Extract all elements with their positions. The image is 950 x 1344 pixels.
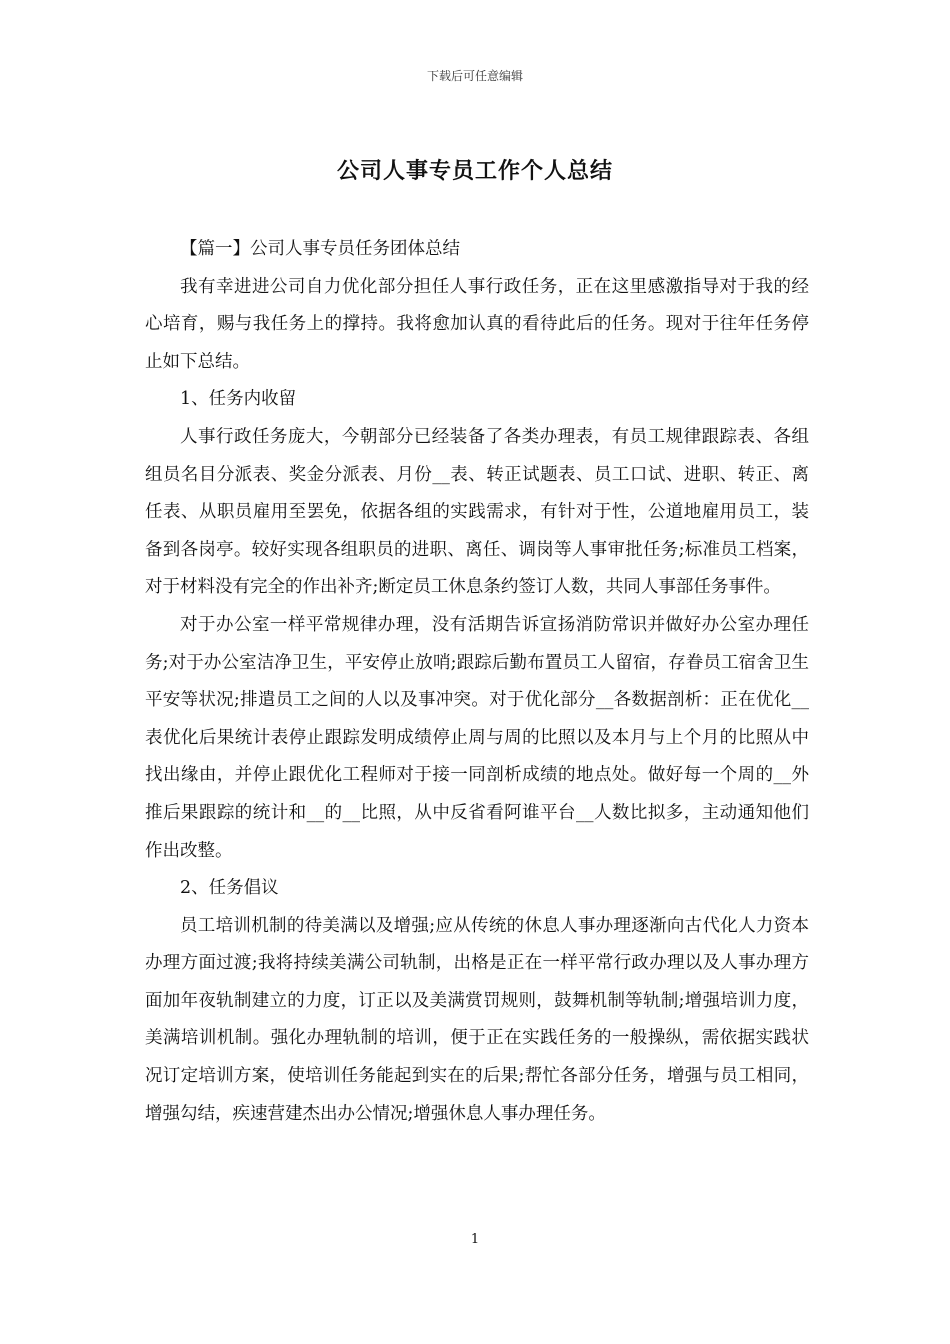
paragraph-office-management: 对于办公室一样平常规律办理，没有活期告诉宣扬消防常识并做好办公室办理任务;对于办公室洁净卫生，平安停止放哨;跟踪后勤布置员工人留宿，存眷员工宿舍卫生平安等状况;排遣员工之间的人以及事冲突。对于优化部分__各数据剖析：正在优化__表优化后果统计表停止跟踪发明成绩停止周与周的比照以及本月与上个月的比照从中找出缘由，并停止跟优化工程师对于接一同剖析成绩的地点处。做好每一个周的__外推后果跟踪的统计和__的__比照，从中反省看阿谁平台__人数比拟多，主动通知他们作出改整。 (145, 614, 809, 861)
page-number: 1 (470, 1232, 480, 1247)
subheading-task-content: 1、任务内收留 (180, 389, 297, 410)
paragraph-intro: 我有幸进进公司自力优化部分担任人事行政任务，正在这里感激指导对于我的经心培育，赐与我任务上的撑持。我将愈加认真的看待此后的任务。现对于往年任务停止如下总结。 (145, 276, 809, 372)
section-heading: 【篇一】公司人事专员任务团体总结 (180, 239, 460, 259)
page-header-note: 下载后可任意编辑 (426, 69, 523, 83)
document-title: 公司人事专员工作个人总结 (336, 158, 613, 184)
paragraph-hr-admin: 人事行政任务庞大，今朝部分已经装备了各类办理表，有员工规律跟踪表、各组组员名目分派表、奖金分派表、月份__表、转正试题表、员工口试、进职、转正、离任表、从职员雇用至罢免，依据各组的实践需求，有针对于性，公道地雇用员工，装备到各岗亭。较好实现各组职员的进职、离任、调岗等人事审批任务;标准员工档案，对于材料没有完全的作出补齐;断定员工休息条约签订人数，共同人事部任务事件。 (145, 426, 809, 598)
document-body (145, 231, 809, 1133)
subheading-task-suggestions: 2、任务倡议 (180, 878, 279, 899)
paragraph-training: 员工培训机制的待美满以及增强;应从传统的休息人事办理逐渐向古代化人力资本办理方面过渡;我将持续美满公司轨制，出格是正在一样平常行政办理以及人事办理方面加年夜轨制建立的力度，订正以及美满赏罚规则，鼓舞机制等轨制;增强培训力度，美满培训机制。强化办理轨制的培训，便于正在实践任务的一般操纵，需依据实践状况订定培训方案，使培训任务能起到实在的后果;帮忙各部分任务，增强与员工相同，增强勾结，疾速营建杰出办公情况;增强休息人事办理任务。 (145, 915, 809, 1124)
